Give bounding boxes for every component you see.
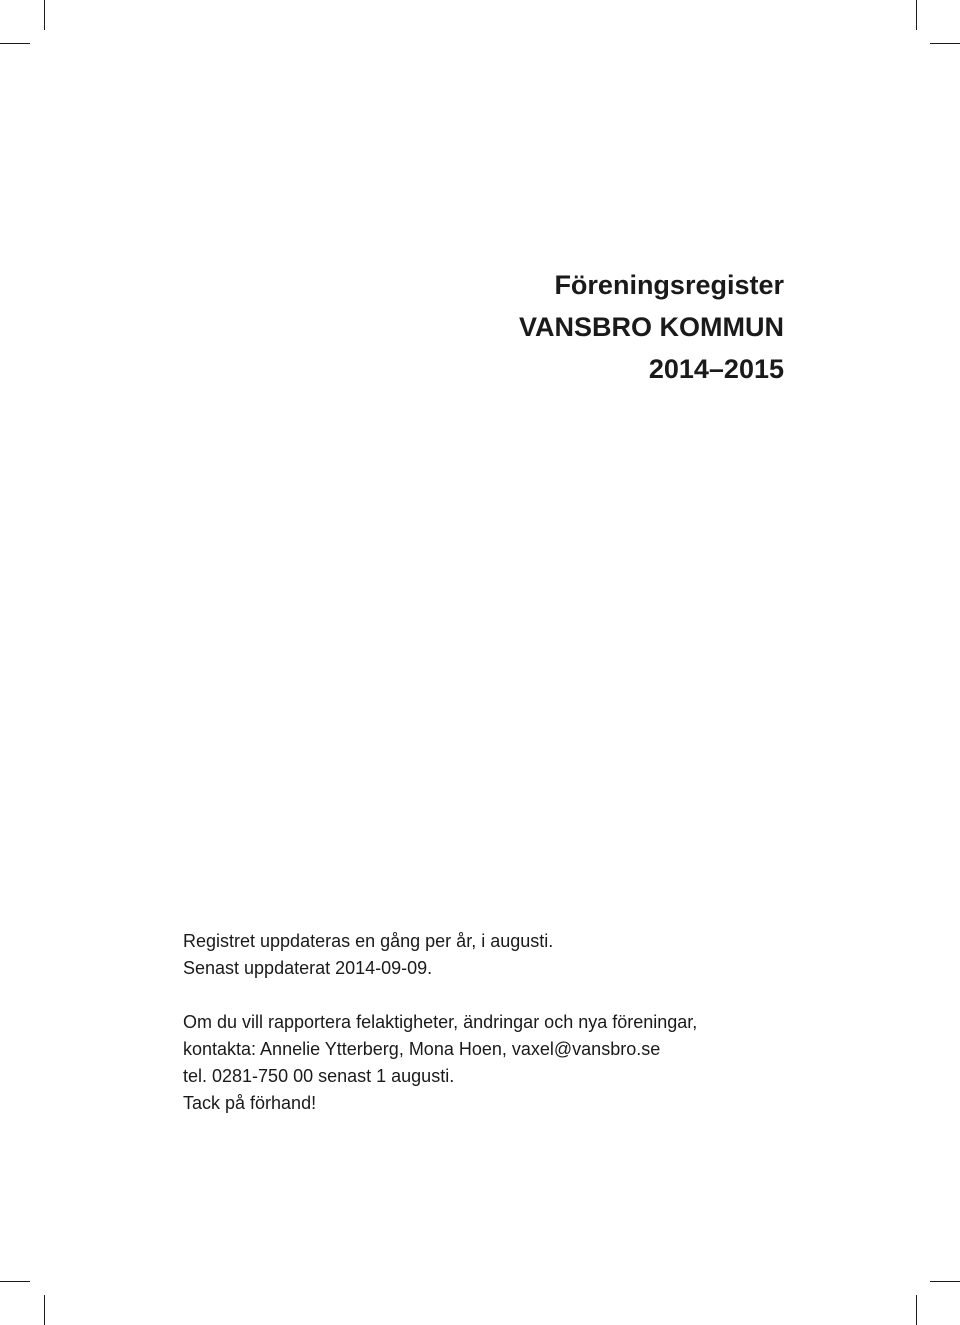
crop-mark-top-right-vertical [916,0,917,30]
crop-mark-bottom-left-horizontal [0,1281,30,1282]
title-municipality: VANSBRO KOMMUN [519,312,784,342]
contact-note-line-1: Om du vill rapportera felaktigheter, ändringar och nya föreningar, [183,1012,698,1032]
update-note [183,928,553,982]
update-note-line-2: Senast uppdaterat 2014-09-09. [183,958,433,978]
title-block [519,264,784,390]
contact-note [183,1009,697,1117]
crop-mark-top-left-horizontal [0,43,30,44]
update-note-line-1: Registret uppdateras en gång per år, i augusti. [183,931,554,951]
crop-mark-bottom-right-horizontal [930,1281,960,1282]
crop-mark-top-left-vertical [44,0,45,30]
contact-note-line-3: tel. 0281-750 00 senast 1 augusti. [183,1066,455,1086]
crop-mark-top-right-horizontal [930,43,960,44]
title-register: Föreningsregister [554,270,784,300]
contact-note-line-2: kontakta: Annelie Ytterberg, Mona Hoen, vaxel@vansbro.se [183,1039,661,1059]
contact-note-line-4: Tack på förhand! [183,1093,317,1113]
crop-mark-bottom-left-vertical [44,1295,45,1325]
crop-mark-bottom-right-vertical [916,1295,917,1325]
title-years: 2014–2015 [648,354,784,384]
